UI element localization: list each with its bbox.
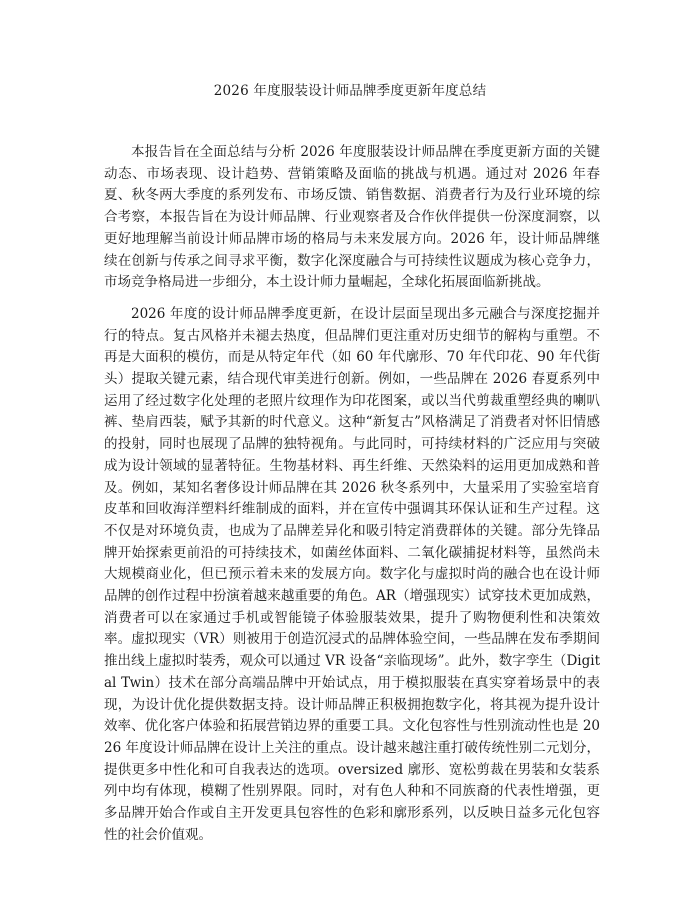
document-body (104, 142, 600, 847)
document-title: 2026 年度服装设计师品牌季度更新年度总结 (213, 83, 487, 99)
paragraph-intro: 本报告旨在全面总结与分析 2026 年度服装设计师品牌在季度更新方面的关键动态、市场表现、设计趋势、营销策略及面临的挑战与机遇。通过对 2026 年春夏、秋冬两大季度的系列发布、市场反馈、销售数据、消费者行为及行业环境的综合考察，本报告旨在为设计师品牌、行业观察者及合作伙伴提供一份深度洞察，以更好地理解当前设计师品牌市场的格局与未来发展方向。2026 年，设计师品牌继续在创新与传承之间寻求平衡，数字化深度融合与可持续性议题成为核心竞争力，市场竞争格局进一步细分，本土设计师力量崛起，全球化拓展面临新挑战。 (104, 144, 600, 291)
paragraph-design-trends: 2026 年度的设计师品牌季度更新，在设计层面呈现出多元融合与深度挖掘并行的特点。复古风格并未褪去热度，但品牌们更注重对历史细节的解构与重塑。不再是大面积的模仿，而是从特定年代（如 60 年代廓形、70 年代印花、90 年代街头）提取关键元素，结合现代审美进行创新。例如，一些品牌在 2026 春夏系列中运用了经过数字化处理的老照片纹理作为印花图案，或以当代剪裁重塑经典的喇叭裤、垫肩西装，赋予其新的时代意义。这种“新复古”风格满足了消费者对怀旧情感的投射，同时也展现了品牌的独特视角。与此同时，可持续材料的广泛应用与突破成为设计领域的显著特征。生物基材料、再生纤维、天然染料的运用更加成熟和普及。例如，某知名奢侈设计师品牌在其 2026 秋冬系列中，大量采用了实验室培育皮革和回收海洋塑料纤维制成的面料，并在宣传中强调其环保认证和生产过程。这不仅是对环境负责，也成为了品牌差异化和吸引特定消费群体的关键。部分先锋品牌开始探索更前沿的可持续技术，如菌丝体面料、二氧化碳捕捉材料等，虽然尚未大规模商业化，但已预示着未来的发展方向。数字化与虚拟时尚的融合也在设计师品牌的创作过程中扮演着越来越重要的角色。AR（增强现实）试穿技术更加成熟，消费者可以在家通过手机或智能镜子体验服装效果，提升了购物便利性和决策效率。虚拟现实（VR）则被用于创造沉浸式的品牌体验空间，一些品牌在发布季期间推出线上虚拟时装秀，观众可以通过 VR 设备“亲临现场”。此外，数字孪生（Digital Twin）技术在部分高端品牌中开始试点，用于模拟服装在真实穿着场景中的表现，为设计优化提供数据支持。设计师品牌正积极拥抱数字化，将其视为提升设计效率、优化客户体验和拓展营销边界的重要工具。文化包容性与性别流动性也是 2026 年度设计师品牌在设计上关注的重点。设计越来越注重打破传统性别二元划分，提供更多中性化和可自我表达的选项。oversized 廓形、宽松剪裁在男装和女装系列中均有体现，模糊了性别界限。同时，对有色人种和不同族裔的代表性增强，更多品牌开始合作或自主开发更具包容性的色彩和廓形系列，以反映日益多元化包容性的社会价值观。 (104, 305, 600, 843)
